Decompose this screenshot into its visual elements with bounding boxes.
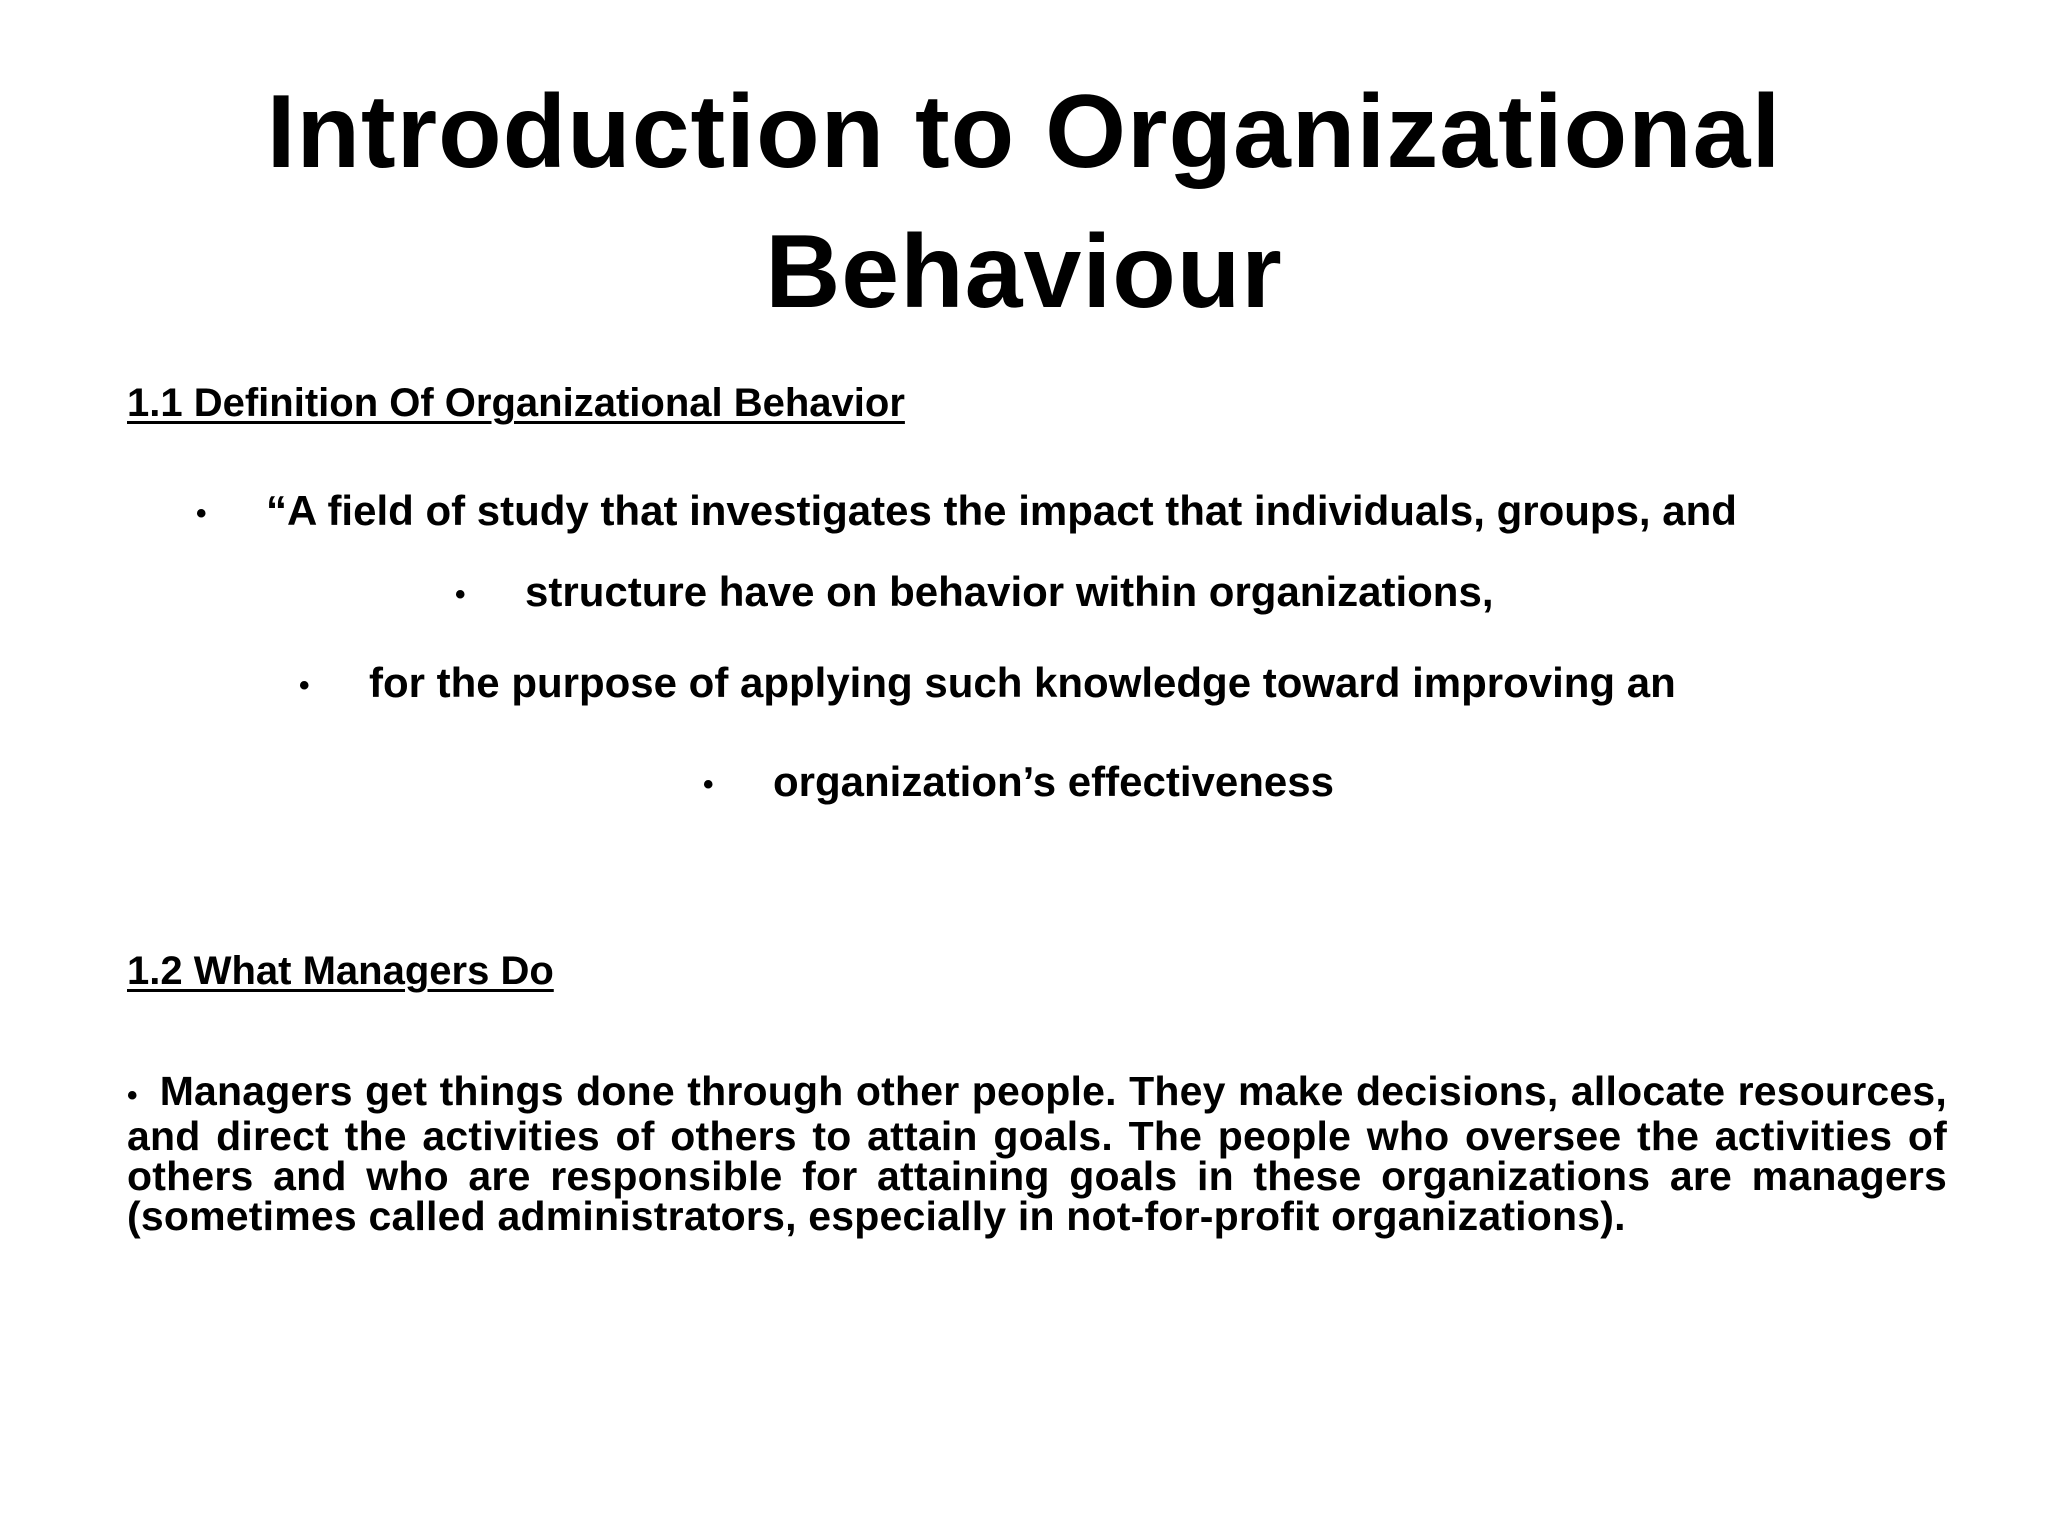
slide-title-line-1: Introduction to Organizational xyxy=(266,74,1782,190)
definition-bullet-3 xyxy=(299,658,1676,711)
slide-title-line-2: Behaviour xyxy=(765,214,1283,330)
bullet-text: for the purpose of applying such knowledge toward improving an xyxy=(369,659,1676,706)
bullet-text: “A field of study that investigates the impact that individuals, groups, and xyxy=(266,487,1737,534)
bullet-icon: • xyxy=(196,496,207,530)
section-heading-managers: 1.2 What Managers Do xyxy=(127,949,554,993)
bullet-icon: • xyxy=(703,767,714,801)
paragraph-text: Managers get things done through other people. They make decisions, allocate resources, and direct the activities of others to attain goals. The people who oversee the activities of others and who are responsible for attaining goals in these organizations are managers (sometimes called administrators, especially in not-for-profit organizations). xyxy=(127,1068,1947,1239)
managers-paragraph xyxy=(127,1068,1947,1239)
bullet-text: structure have on behavior within organizations, xyxy=(525,568,1494,615)
definition-bullet-4 xyxy=(703,757,1334,810)
slide-title xyxy=(0,62,2048,342)
bullet-text: organization’s effectiveness xyxy=(773,758,1334,805)
bullet-icon: • xyxy=(299,668,310,702)
definition-bullet-1 xyxy=(196,486,1737,539)
definition-bullet-2 xyxy=(455,567,1493,620)
section-heading-definition: 1.1 Definition Of Organizational Behavior xyxy=(127,381,905,425)
bullet-icon: • xyxy=(455,577,466,611)
bullet-icon: • xyxy=(127,1079,138,1112)
